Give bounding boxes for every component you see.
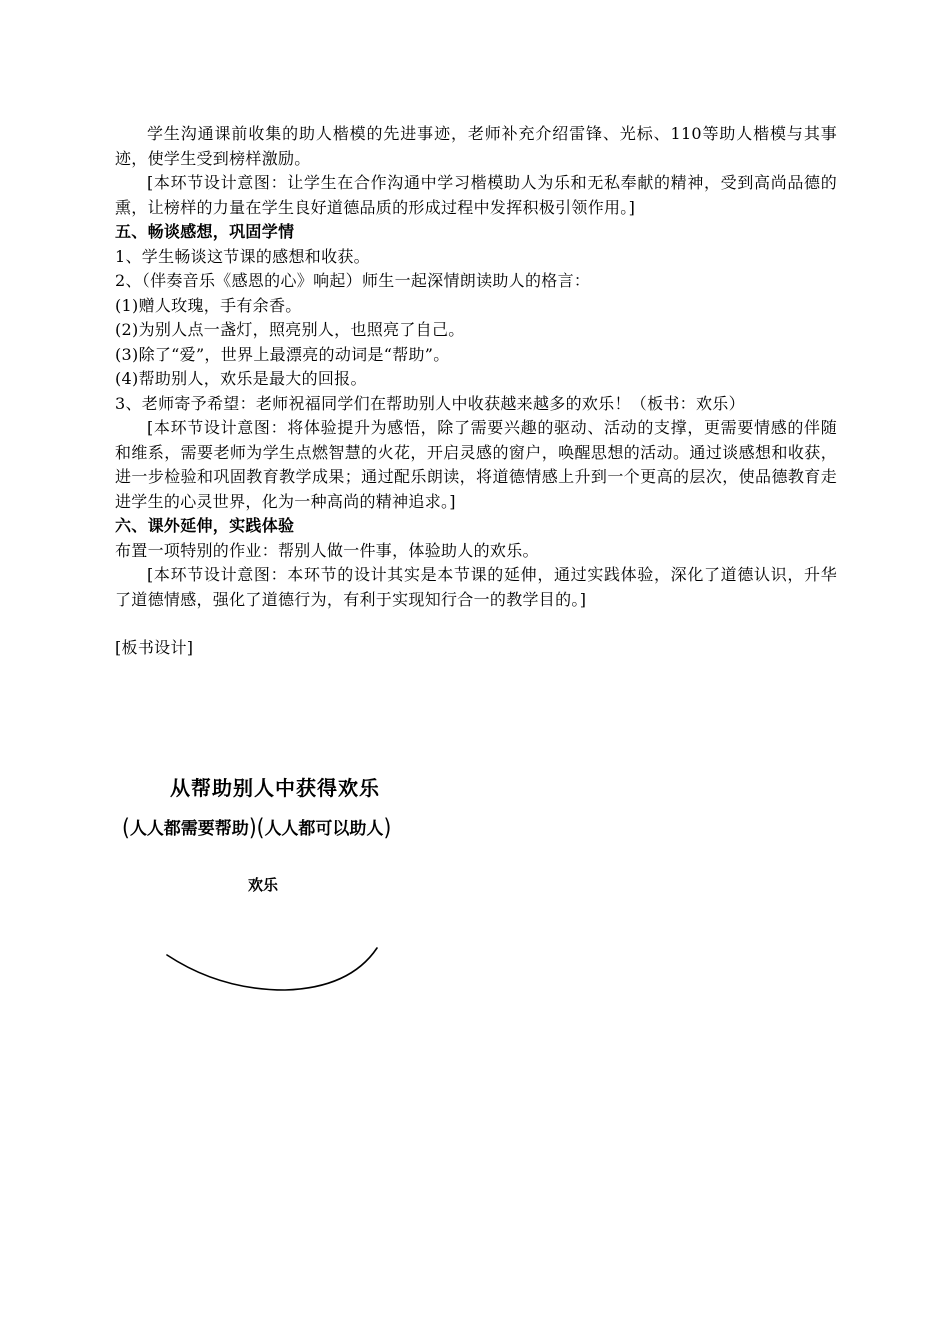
quote-2: (2)为别人点一盏灯，照亮别人，也照亮了自己。 bbox=[115, 320, 465, 339]
board-item-left: 人人都需要帮助 bbox=[129, 819, 249, 839]
close-paren-icon: ) bbox=[383, 812, 392, 841]
spacer bbox=[115, 612, 837, 636]
paragraph-design-intent-6: [本环节设计意图：本环节的设计其实是本节课的延伸，通过实践体验，深化了道德认识，升华了道德情感，强化了道德行为，有利于实现知行合一的教学目的。] bbox=[115, 565, 837, 609]
open-paren-icon: ( bbox=[122, 812, 130, 841]
step-3: 3、老师寄予希望：老师祝福同学们在帮助别人中收获越来越多的欢乐！（板书：欢乐） bbox=[115, 393, 745, 413]
board-items-row bbox=[122, 814, 391, 839]
board-design-label: [板书设计] bbox=[115, 638, 194, 657]
board-title: 从帮助别人中获得欢乐 bbox=[170, 776, 380, 800]
quote-1: (1)赠人玫瑰，手有余香。 bbox=[115, 295, 302, 315]
step-2: 2、（伴奏音乐《感恩的心》响起）师生一起深情朗读助人的格言： bbox=[115, 271, 591, 290]
open-paren-icon: ( bbox=[256, 812, 265, 841]
quote-3: (3)除了“爱”，世界上最漂亮的动词是“帮助”。 bbox=[115, 344, 450, 364]
step-1: 1、学生畅谈这节课的感想和收获。 bbox=[115, 246, 370, 266]
board-item-right: 人人都可以助人 bbox=[264, 819, 384, 839]
paragraph-design-intent-4: [本环节设计意图：让学生在合作沟通中学习楷模助人为乐和无私奉献的精神，受到高尚品德的熏，让榜样的力量在学生良好道德品质的形成过程中发挥积极引领作用。] bbox=[115, 173, 837, 217]
board-bottom-label: 欢乐 bbox=[248, 876, 279, 894]
document-body bbox=[115, 122, 837, 661]
homework-assignment: 布置一项特别的作业：帮别人做一件事，体验助人的欢乐。 bbox=[115, 540, 539, 560]
section-heading-5: 五、畅谈感想，巩固学情 bbox=[115, 222, 295, 241]
section-heading-6: 六、课外延伸，实践体验 bbox=[115, 516, 295, 535]
quote-4: (4)帮助别人，欢乐是最大的回报。 bbox=[115, 369, 367, 388]
paragraph-role-models: 学生沟通课前收集的助人楷模的先进事迹，老师补充介绍雷锋、光标、110等助人楷模与其事迹，使学生受到榜样激励。 bbox=[115, 124, 837, 168]
paragraph-design-intent-5: [本环节设计意图：将体验提升为感悟，除了需要兴趣的驱动、活动的支撑，更需要情感的伴随和维系，需要老师为学生点燃智慧的火花，开启灵感的窗户，唤醒思想的活动。通过谈感想和收获，进一步检验和巩固教育教学成果；通过配乐朗读，将道德情感上升到一个更高的层次，使品德教育走进学生的心灵世界，化为一种高尚的精神追求。] bbox=[115, 418, 837, 511]
smile-arc-icon bbox=[160, 940, 390, 1000]
close-paren-icon: ) bbox=[248, 812, 257, 841]
